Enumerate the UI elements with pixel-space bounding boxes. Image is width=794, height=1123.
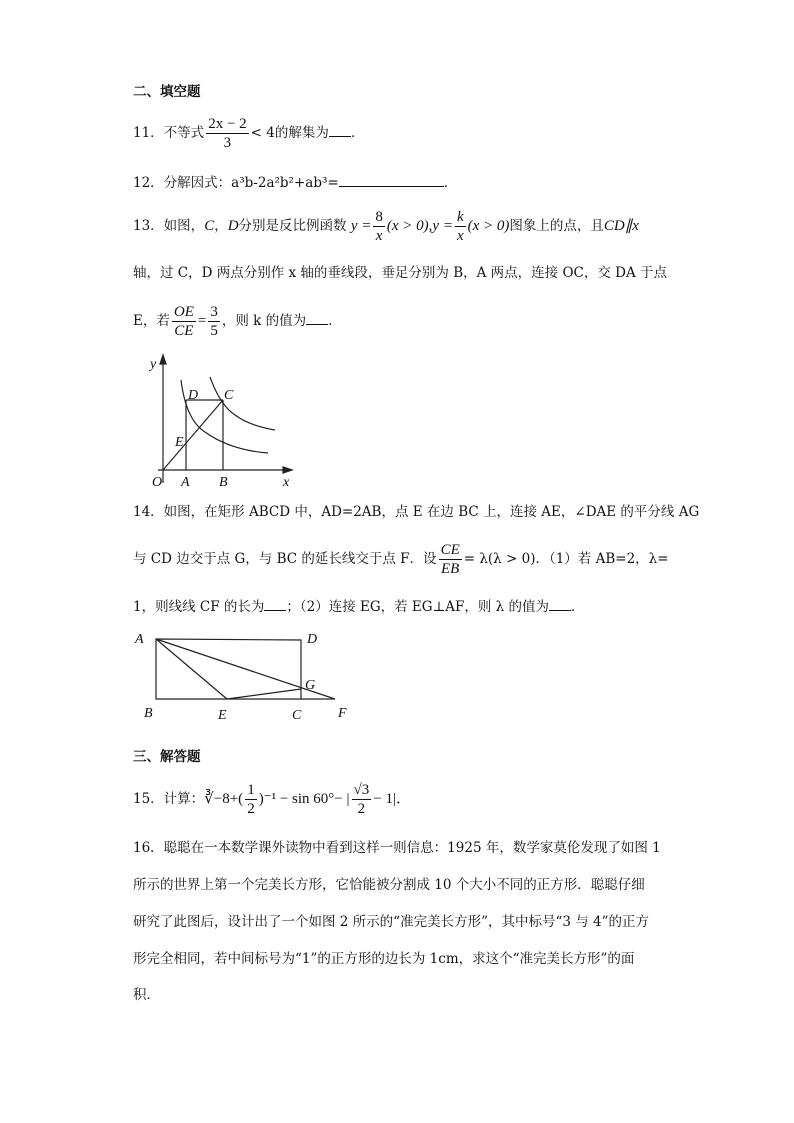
figure-13-graph [130,350,300,490]
equals: = [197,313,207,329]
text: E，若 [133,313,170,329]
fraction [352,781,372,818]
label-d: D [307,632,318,647]
numerator: 2x − 2 [208,116,247,132]
formula: y = [350,218,372,234]
fraction [172,303,196,340]
q11-text: 不等式 [163,125,205,141]
question-16-line-2: 所示的世界上第一个完美长方形，它恰能被分割成 10 个大小不同的正方形．聪聪仔细 [133,877,645,893]
question-11 [133,115,364,152]
numerator: 8 [375,209,383,225]
text: 分别是反比例函数 [238,218,347,234]
question-15 [133,781,411,818]
fraction [439,541,462,578]
fraction [245,781,257,818]
label-o: O [152,475,163,490]
section-heading-fill: 二、填空题 [133,84,201,100]
answer-blank[interactable] [306,311,328,325]
label-d: D [188,388,199,403]
q15-number: 15．计算： [133,791,205,807]
label-b: B [144,706,153,721]
denominator: x [456,228,464,244]
period: ． [443,175,458,191]
formula: )⁻¹ − sin 60°− | [258,791,350,807]
label-a: A [181,475,190,490]
label-y: y [150,357,157,372]
text: ；（2）连接 EG，若 EG⊥AF，则 λ 的值为 [286,599,550,615]
fraction [373,208,385,245]
formula: − 1|． [373,791,411,807]
formula: +( [229,791,244,807]
label-a: A [135,632,144,647]
y-arrow-icon [160,355,166,364]
text: ，则 k 的值为 [221,313,307,329]
figure-14-rectangle [130,625,370,725]
period: ． [328,313,342,329]
text: = λ(λ > 0)．（1）若 AB=2，λ= [463,551,669,567]
label-g: G [305,678,316,693]
fraction [455,208,466,245]
text: 13．如图， [133,218,205,234]
answer-blank[interactable] [549,597,571,611]
question-14-line-1: 14．如图，在矩形 ABCD 中，AD=2AB，点 E 在边 BC 上，连接 AE，∠DAE 的平分线 AG [133,504,700,520]
numerator: OE [173,304,194,320]
label-c: C [292,708,302,723]
q11-number: 11． [133,125,164,141]
label-x: x [283,475,290,490]
q11-fraction [206,115,248,152]
numerator: 3 [210,304,218,320]
text: 与 CD 边交于点 G，与 BC 的延长线交于点 F．设 [133,551,437,567]
label-e: E [218,708,227,723]
question-16-line-1: 16．聪聪在一本数学课外读物中看到这样一则信息：1925 年，数学家莫伦发现了如图 1 [133,840,661,856]
denominator: 5 [210,323,218,339]
var-c: C [204,218,215,234]
denominator: EB [440,561,460,577]
numerator: k [456,209,464,225]
q11-text-2: < 4的解集为 [250,125,329,141]
cube-root: ∛−8 [204,791,230,807]
denominator: 3 [223,135,232,151]
formula: (x > 0), [386,218,433,234]
question-14-line-2 [133,541,669,578]
question-16-line-4: 形完全相同，若中间标号为“1”的正方形的边长为 1cm，求这个“准完美长方形”的面 [133,951,635,967]
question-14-line-3 [133,597,585,616]
formula: y = [432,218,453,234]
label-e: E [175,435,184,450]
segment-eg [227,689,301,699]
text: 1，则线线 CF 的长为 [133,599,265,615]
numerator: 1 [247,782,255,798]
period: ． [571,599,585,615]
section-heading-answer: 三、解答题 [133,749,201,765]
text: ， [214,218,228,234]
answer-blank[interactable] [329,123,351,137]
segment-ae [156,639,227,699]
q12-number: 12． [133,175,164,191]
period: ． [350,125,365,141]
text: 图象上的点，且 [509,218,604,234]
question-13-line-2: 轴，过 C，D 两点分别作 x 轴的垂线段，垂足分别为 B，A 两点，连接 OC，交 DA 于点 [133,265,668,281]
question-13-line-3 [133,303,342,340]
denominator: 2 [357,801,366,817]
denominator: 2 [247,801,255,817]
question-12 [133,173,457,192]
rectangle-abcd [156,639,301,699]
answer-blank[interactable] [264,597,286,611]
label-b: B [219,475,228,490]
formula: CD∥x [603,218,639,234]
segment-oc [163,400,223,470]
question-16-line-5: 积． [133,987,160,1003]
x-arrow-icon [283,467,292,473]
denominator: CE [174,323,194,339]
question-16-line-3: 研究了此图后，设计出了一个如图 2 所示的“准完美长方形”，其中标号“3 与 4”的正方 [133,914,650,930]
label-c: C [224,388,234,403]
denominator: x [375,228,383,244]
fraction [208,303,220,340]
question-13-line-1 [133,208,639,245]
answer-blank[interactable] [339,173,444,187]
numerator: CE [440,542,460,558]
var-d: D [227,218,239,234]
q12-text: 分解因式：a³b-2a²b²+ab³= [163,175,339,191]
numerator: √3 [353,782,370,798]
formula: (x > 0) [467,218,510,234]
label-f: F [338,706,347,721]
